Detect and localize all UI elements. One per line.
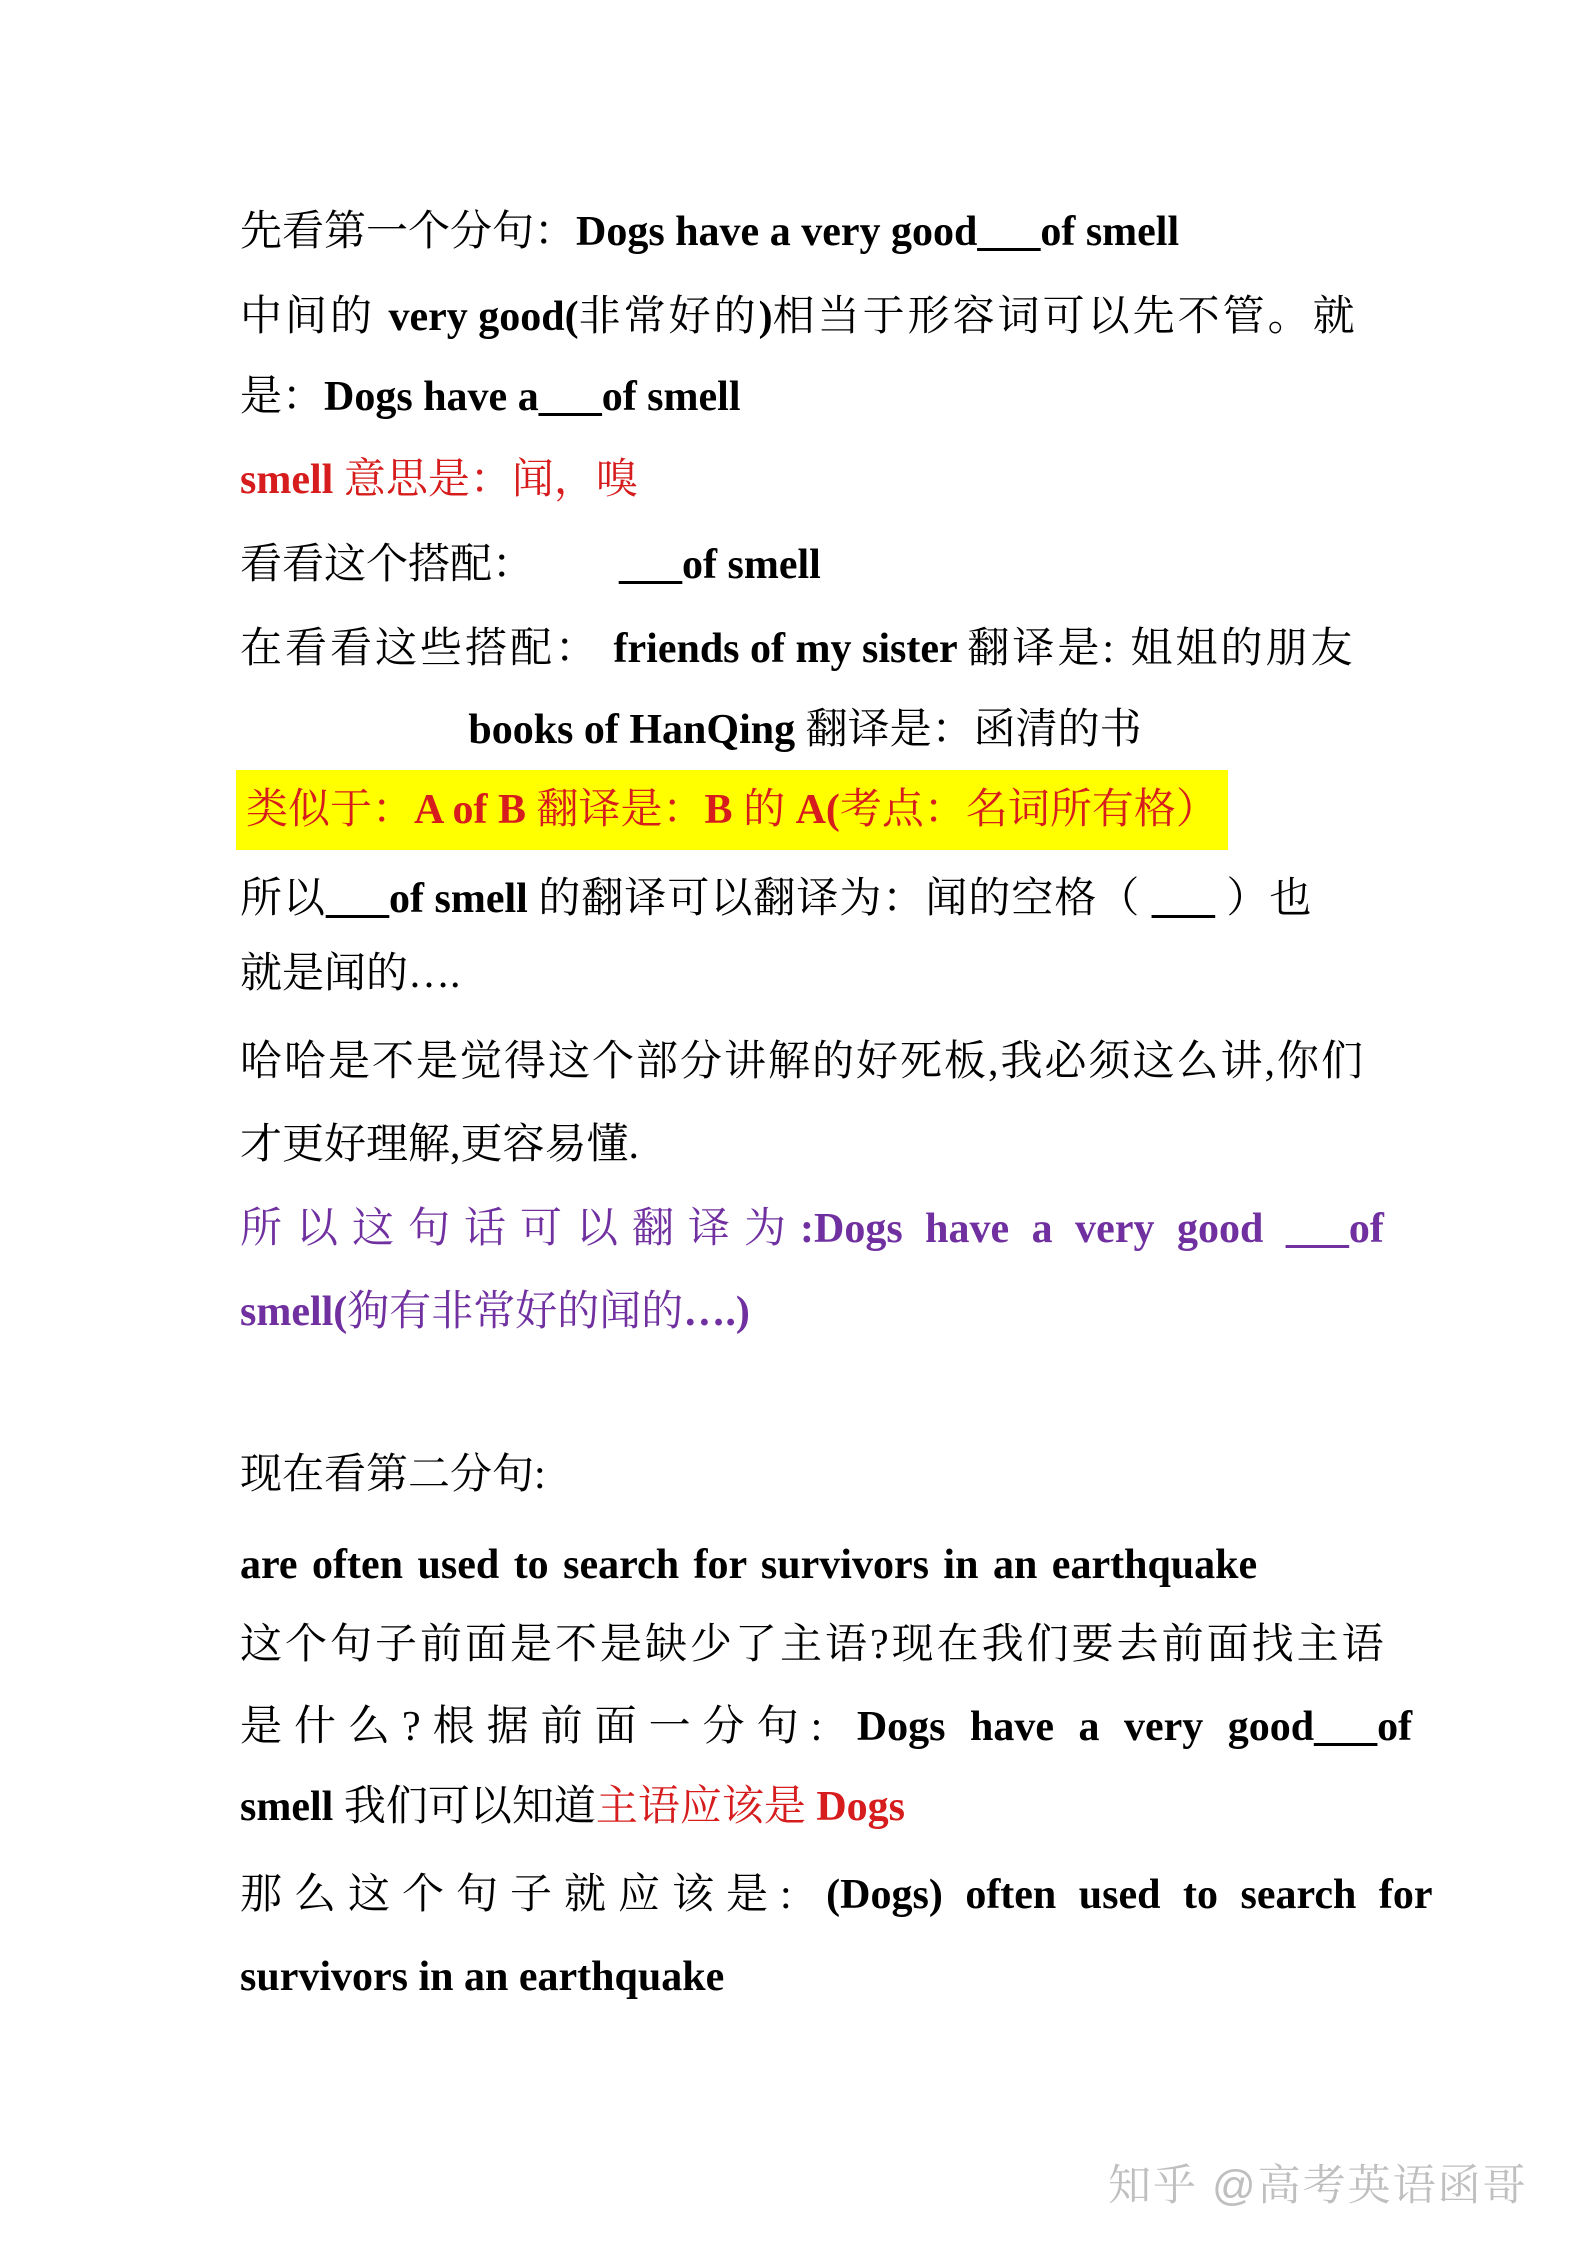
text-segment: Dogs <box>816 1784 906 1830</box>
text-segment: books of HanQing <box>468 707 806 753</box>
text-line <box>240 623 1356 675</box>
text-segment: ___ <box>1151 876 1215 922</box>
text-segment: 就是闻的…. <box>240 951 461 997</box>
text-line <box>240 1781 905 1833</box>
text-segment: smell <box>240 457 344 503</box>
text-segment: 翻译是: 姐姐的朋友 <box>967 626 1356 672</box>
text-segment: 是： <box>240 374 325 420</box>
text-line <box>240 371 741 423</box>
text-segment: 先看第一个分句： <box>240 209 577 255</box>
text-segment: survivors in an earthquake <box>240 1954 725 2000</box>
text-segment: ….) <box>683 1289 750 1335</box>
text-segment: :Dogs have a very good ___of <box>800 1206 1384 1252</box>
text-segment: 在看看这些搭配： <box>240 626 614 672</box>
text-segment: 才更好理解,更容易懂. <box>240 1122 640 1168</box>
highlighted-text-line <box>236 770 1228 850</box>
text-segment: ）也 <box>1214 876 1313 922</box>
text-line <box>240 1539 1257 1591</box>
text-line <box>240 1701 1412 1753</box>
text-segment: smell <box>240 1784 344 1830</box>
text-segment: 哈哈是不是觉得这个部分讲解的好死板,我必须这么讲,你们 <box>240 1039 1366 1085</box>
text-segment: 我们可以知道 <box>343 1784 596 1830</box>
text-segment: 是什么?根据前面一分句: <box>240 1704 857 1750</box>
watermark: 知乎 @高考英语函哥 <box>1108 2162 1528 2210</box>
text-line <box>240 1951 724 2003</box>
text-segment: A of B <box>414 787 537 833</box>
text-line <box>240 539 821 591</box>
text-segment: 狗有非常好的闻的 <box>347 1289 684 1335</box>
text-segment: 的翻译可以翻译为：闻的空格（ <box>538 876 1152 922</box>
text-segment: ___of smell <box>326 876 539 922</box>
text-line <box>240 1869 1432 1921</box>
text-segment: 翻译是： <box>536 787 705 833</box>
text-segment: 主语应该是 <box>595 1784 817 1830</box>
text-line <box>240 704 1370 756</box>
text-line <box>240 206 1179 258</box>
text-segment: (Dogs) often used to search for <box>826 1872 1433 1918</box>
text-segment: 看看这个搭配： <box>240 542 535 588</box>
text-segment: 中间的 <box>240 294 389 340</box>
text-line <box>240 1203 1384 1255</box>
text-segment: ) <box>758 294 773 340</box>
text-segment: 所以 <box>240 876 327 922</box>
text-segment: 非常好的 <box>578 294 759 340</box>
text-segment: B <box>704 787 744 833</box>
text-segment: A( <box>795 787 840 833</box>
text-segment: friends of my sister <box>613 626 968 672</box>
text-segment: 考点：名词所有格） <box>839 787 1218 833</box>
text-segment: 的 <box>743 787 796 833</box>
text-segment: 翻译是：函清的书 <box>805 707 1142 753</box>
text-segment: 类似于： <box>246 787 415 833</box>
text-segment: Dogs have a very good___of <box>856 1704 1413 1750</box>
text-segment: ___of smell <box>619 542 821 588</box>
text-line <box>240 948 461 1000</box>
text-segment: 相当于形容词可以先不管。就 <box>772 294 1358 340</box>
text-line <box>240 873 1312 925</box>
text-segment: smell( <box>240 1289 348 1335</box>
text-segment: 所以这句话可以翻译为 <box>240 1206 801 1252</box>
text-segment: Dogs have a very good___of smell <box>576 209 1180 255</box>
text-line <box>240 1286 750 1338</box>
text-segment: Dogs have a___of smell <box>324 374 741 420</box>
text-line <box>240 1119 639 1171</box>
text-line <box>240 1449 546 1501</box>
text-line <box>240 1619 1387 1671</box>
text-line <box>240 1036 1365 1088</box>
text-segment: 意思是：闻，嗅 <box>343 457 638 503</box>
text-segment: very good( <box>388 294 579 340</box>
text-segment: 现在看第二分句: <box>240 1452 546 1498</box>
text-segment: are often used to search for survivors in an earthquake <box>240 1542 1258 1588</box>
text-line <box>240 291 1358 343</box>
text-line <box>240 454 638 506</box>
text-segment: 那么这个句子就应该是: <box>240 1872 827 1918</box>
text-segment: 这个句子前面是不是缺少了主语?现在我们要去前面找主语 <box>240 1622 1387 1668</box>
